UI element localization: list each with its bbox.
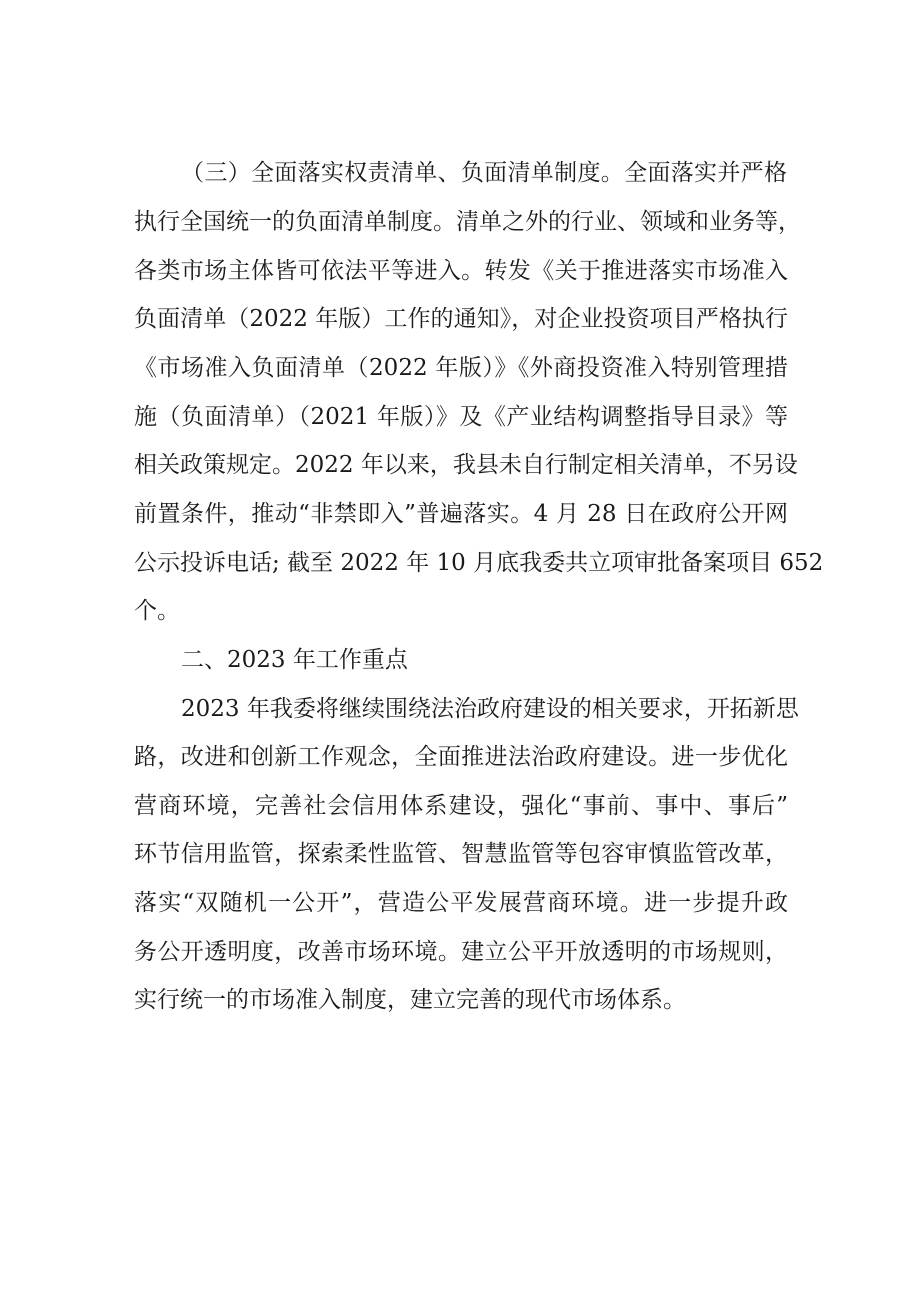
paragraph-line: 公示投诉电话; 截至 2022 年 10 月底我委共立项审批备案项目 652 [134, 550, 824, 576]
paragraph-line: 环节信用监管，探索柔性监管、智慧监管等包容审慎监管改革， [134, 841, 788, 867]
section-heading: 二、2023 年工作重点 [181, 647, 408, 673]
paragraph-line: 各类市场主体皆可依法平等进入。转发《关于推进落实市场准入 [134, 258, 788, 284]
paragraph-line: 营商环境，完善社会信用体系建设，强化“事前、事中、事后” [134, 793, 788, 819]
paragraph-line: 路，改进和创新工作观念，全面推进法治政府建设。进一步优化 [134, 744, 788, 770]
paragraph-line: 2023 年我委将继续围绕法治政府建设的相关要求，开拓新思 [181, 696, 799, 722]
paragraph-line: 相关政策规定。2022 年以来，我县未自行制定相关清单，不另设 [134, 452, 798, 478]
paragraph-line: 负面清单（2022 年版）工作的通知》，对企业投资项目严格执行 [134, 306, 788, 332]
paragraph-line: （三）全面落实权责清单、负面清单制度。全面落实并严格 [181, 160, 787, 186]
paragraph-line: 个。 [134, 598, 180, 624]
paragraph-line: 《市场准入负面清单（2022 年版）》《外商投资准入特别管理措 [134, 355, 788, 381]
paragraph-line: 落实“双随机一公开”，营造公平发展营商环境。进一步提升政 [134, 890, 788, 916]
paragraph-line: 实行统一的市场准入制度，建立完善的现代市场体系。 [134, 987, 686, 1013]
paragraph-line: 执行全国统一的负面清单制度。清单之外的行业、领域和业务等， [134, 209, 801, 235]
paragraph-line: 前置条件，推动“非禁即入”普遍落实。4 月 28 日在政府公开网 [134, 501, 788, 527]
paragraph-line: 施（负面清单）（2021 年版）》及《产业结构调整指导目录》等 [134, 404, 788, 430]
paragraph-line: 务公开透明度，改善市场环境。建立公平开放透明的市场规则， [134, 939, 788, 965]
